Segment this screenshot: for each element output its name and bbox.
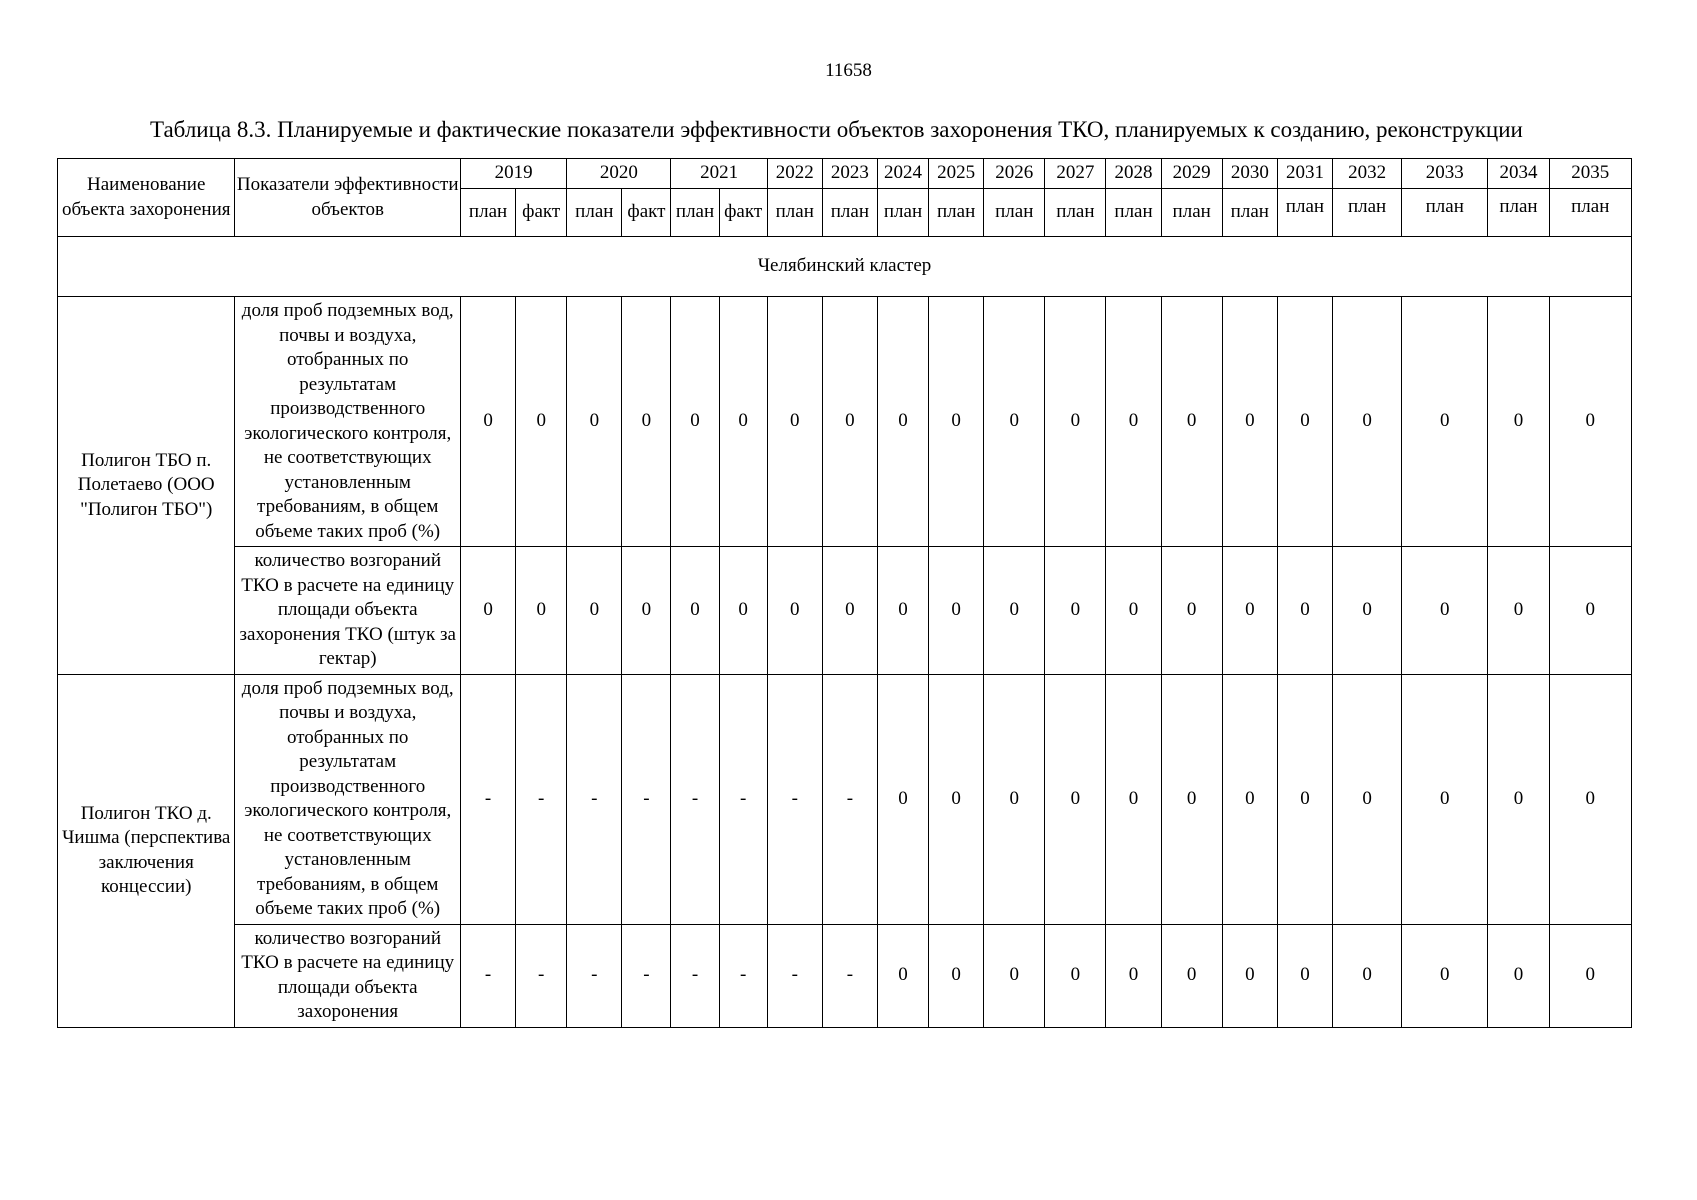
value-cell: 0 bbox=[984, 674, 1045, 924]
value-cell: 0 bbox=[1488, 674, 1549, 924]
header-plan: план bbox=[1333, 189, 1402, 237]
header-plan: план bbox=[1161, 189, 1222, 237]
header-year: 2034 bbox=[1488, 159, 1549, 189]
value-cell: - bbox=[622, 924, 671, 1027]
value-cell: 0 bbox=[1402, 547, 1488, 675]
value-cell: - bbox=[461, 674, 516, 924]
value-cell: 0 bbox=[461, 547, 516, 675]
value-cell: 0 bbox=[1333, 547, 1402, 675]
header-plan: план bbox=[461, 189, 516, 237]
header-year: 2028 bbox=[1106, 159, 1161, 189]
value-cell: 0 bbox=[671, 547, 719, 675]
header-plan: план bbox=[877, 189, 928, 237]
value-cell: 0 bbox=[1333, 297, 1402, 547]
header-plan: план bbox=[1106, 189, 1161, 237]
value-cell: 0 bbox=[1222, 924, 1277, 1027]
value-cell: 0 bbox=[671, 297, 719, 547]
header-plan: план bbox=[671, 189, 719, 237]
header-plan: план bbox=[1277, 189, 1332, 237]
value-cell: 0 bbox=[1488, 924, 1549, 1027]
cluster-title: Челябинский кластер bbox=[58, 237, 1632, 297]
value-cell: - bbox=[567, 674, 622, 924]
value-cell: 0 bbox=[1045, 297, 1106, 547]
value-cell: 0 bbox=[567, 547, 622, 675]
value-cell: - bbox=[516, 674, 567, 924]
indicator-cell: доля проб подземных вод, почвы и воздуха, отобранных по результатам производственного экологического контроля, не соответствующих установленным требованиям, в общем объеме таких проб (%) bbox=[235, 297, 461, 547]
value-cell: - bbox=[461, 924, 516, 1027]
efficiency-table bbox=[57, 158, 1632, 1028]
value-cell: 0 bbox=[567, 297, 622, 547]
value-cell: - bbox=[822, 674, 877, 924]
value-cell: 0 bbox=[719, 547, 767, 675]
value-cell: 0 bbox=[767, 547, 822, 675]
header-fact: факт bbox=[516, 189, 567, 237]
header-year: 2027 bbox=[1045, 159, 1106, 189]
header-year: 2032 bbox=[1333, 159, 1402, 189]
table-row bbox=[58, 297, 1632, 547]
header-year: 2020 bbox=[567, 159, 671, 189]
indicator-cell: количество возгораний ТКО в расчете на единицу площади объекта захоронения ТКО (штук за гектар) bbox=[235, 547, 461, 675]
value-cell: 0 bbox=[877, 924, 928, 1027]
value-cell: 0 bbox=[1333, 674, 1402, 924]
header-fact: факт bbox=[719, 189, 767, 237]
header-year: 2019 bbox=[461, 159, 567, 189]
value-cell: 0 bbox=[1106, 297, 1161, 547]
header-year: 2022 bbox=[767, 159, 822, 189]
header-plan: план bbox=[567, 189, 622, 237]
header-plan: план bbox=[1549, 189, 1631, 237]
object-name-cell: Полигон ТБО п. Полетаево (ООО "Полигон ТБО") bbox=[58, 297, 235, 675]
value-cell: 0 bbox=[1161, 924, 1222, 1027]
value-cell: 0 bbox=[1402, 924, 1488, 1027]
value-cell: 0 bbox=[1045, 674, 1106, 924]
header-year: 2030 bbox=[1222, 159, 1277, 189]
object-name-cell: Полигон ТКО д. Чишма (перспектива заключения концессии) bbox=[58, 674, 235, 1027]
value-cell: 0 bbox=[929, 924, 984, 1027]
value-cell: 0 bbox=[1045, 924, 1106, 1027]
value-cell: 0 bbox=[877, 297, 928, 547]
value-cell: 0 bbox=[1161, 297, 1222, 547]
value-cell: 0 bbox=[1106, 547, 1161, 675]
value-cell: 0 bbox=[622, 297, 671, 547]
value-cell: 0 bbox=[1549, 297, 1631, 547]
table-row bbox=[58, 674, 1632, 924]
header-year: 2021 bbox=[671, 159, 767, 189]
header-year: 2033 bbox=[1402, 159, 1488, 189]
value-cell: 0 bbox=[1277, 297, 1332, 547]
value-cell: 0 bbox=[877, 674, 928, 924]
header-plan: план bbox=[1045, 189, 1106, 237]
value-cell: 0 bbox=[1222, 674, 1277, 924]
value-cell: - bbox=[671, 924, 719, 1027]
value-cell: - bbox=[622, 674, 671, 924]
value-cell: 0 bbox=[1549, 924, 1631, 1027]
header-year: 2029 bbox=[1161, 159, 1222, 189]
table-row bbox=[58, 547, 1632, 675]
header-year: 2025 bbox=[929, 159, 984, 189]
header-plan: план bbox=[767, 189, 822, 237]
header-plan: план bbox=[929, 189, 984, 237]
value-cell: 0 bbox=[767, 297, 822, 547]
page-number: 11658 bbox=[825, 60, 872, 81]
value-cell: 0 bbox=[1333, 924, 1402, 1027]
value-cell: 0 bbox=[1222, 547, 1277, 675]
table-row bbox=[58, 924, 1632, 1027]
value-cell: 0 bbox=[461, 297, 516, 547]
indicator-cell: количество возгораний ТКО в расчете на единицу площади объекта захоронения bbox=[235, 924, 461, 1027]
value-cell: 0 bbox=[1106, 924, 1161, 1027]
value-cell: 0 bbox=[516, 547, 567, 675]
value-cell: - bbox=[567, 924, 622, 1027]
value-cell: 0 bbox=[1549, 547, 1631, 675]
value-cell: 0 bbox=[984, 924, 1045, 1027]
value-cell: - bbox=[719, 674, 767, 924]
value-cell: - bbox=[516, 924, 567, 1027]
header-plan: план bbox=[1402, 189, 1488, 237]
value-cell: 0 bbox=[1402, 674, 1488, 924]
value-cell: 0 bbox=[1106, 674, 1161, 924]
value-cell: 0 bbox=[929, 547, 984, 675]
value-cell: 0 bbox=[822, 547, 877, 675]
value-cell: 0 bbox=[822, 297, 877, 547]
header-plan: план bbox=[984, 189, 1045, 237]
header-year: 2023 bbox=[822, 159, 877, 189]
value-cell: 0 bbox=[877, 547, 928, 675]
header-plan: план bbox=[1488, 189, 1549, 237]
value-cell: 0 bbox=[984, 547, 1045, 675]
value-cell: 0 bbox=[719, 297, 767, 547]
header-fact: факт bbox=[622, 189, 671, 237]
header-object-name: Наименование объекта захоронения bbox=[58, 159, 235, 237]
header-plan: план bbox=[1222, 189, 1277, 237]
value-cell: 0 bbox=[516, 297, 567, 547]
table-caption: Таблица 8.3. Планируемые и фактические показатели эффективности объектов захоронения ТКО, планируемых к созданию, реконструкции bbox=[150, 117, 1523, 142]
value-cell: 0 bbox=[1222, 297, 1277, 547]
value-cell: 0 bbox=[1277, 547, 1332, 675]
value-cell: - bbox=[767, 674, 822, 924]
value-cell: 0 bbox=[929, 297, 984, 547]
value-cell: 0 bbox=[1277, 924, 1332, 1027]
value-cell: 0 bbox=[1161, 674, 1222, 924]
value-cell: 0 bbox=[1402, 297, 1488, 547]
value-cell: 0 bbox=[1045, 547, 1106, 675]
value-cell: 0 bbox=[1488, 297, 1549, 547]
header-indicators: Показатели эффективности объектов bbox=[235, 159, 461, 237]
value-cell: 0 bbox=[929, 674, 984, 924]
value-cell: 0 bbox=[1161, 547, 1222, 675]
indicator-cell: доля проб подземных вод, почвы и воздуха, отобранных по результатам производственного экологического контроля, не соответствующих установленным требованиям, в общем объеме таких проб (%) bbox=[235, 674, 461, 924]
value-cell: 0 bbox=[984, 297, 1045, 547]
header-year: 2024 bbox=[877, 159, 928, 189]
value-cell: - bbox=[719, 924, 767, 1027]
header-plan: план bbox=[822, 189, 877, 237]
value-cell: - bbox=[767, 924, 822, 1027]
value-cell: - bbox=[822, 924, 877, 1027]
value-cell: 0 bbox=[1488, 547, 1549, 675]
value-cell: 0 bbox=[622, 547, 671, 675]
header-year: 2035 bbox=[1549, 159, 1631, 189]
value-cell: - bbox=[671, 674, 719, 924]
header-year: 2031 bbox=[1277, 159, 1332, 189]
value-cell: 0 bbox=[1277, 674, 1332, 924]
value-cell: 0 bbox=[1549, 674, 1631, 924]
header-year: 2026 bbox=[984, 159, 1045, 189]
